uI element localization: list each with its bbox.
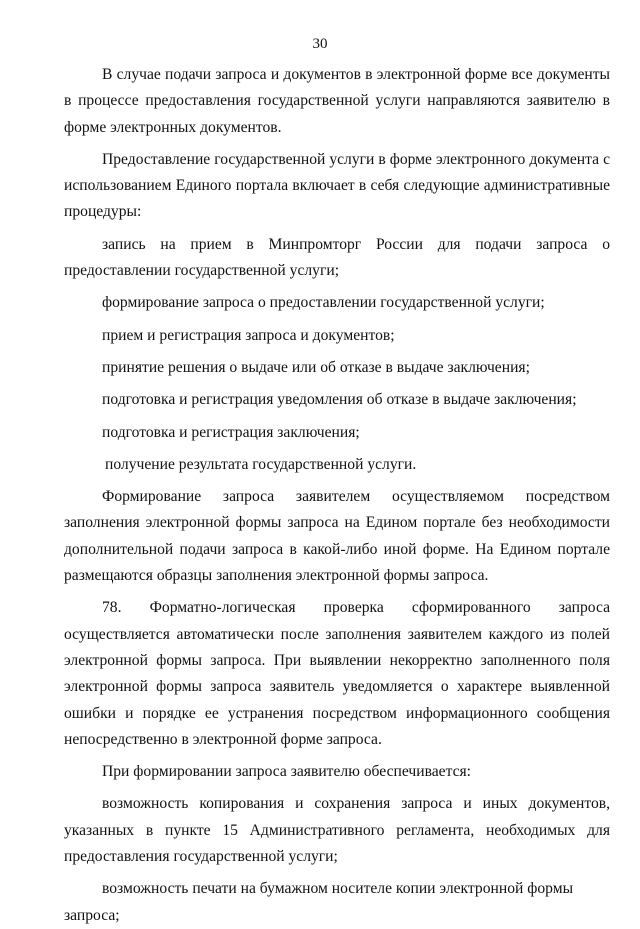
feature-item-print: возможность печати на бумажном носителе копии электронной формы запроса;: [64, 880, 574, 924]
page-number: 30: [312, 36, 328, 52]
procedure-item-appointment: запись на прием в Минпромторг России для подачи запроса о предоставлении государственной услуги;: [64, 235, 610, 280]
procedure-item-refusal-notice: подготовка и регистрация уведомления об отказе в выдаче заключения;: [102, 391, 577, 409]
paragraph-request-forming: Формирование запроса заявителем осуществляемом посредством заполнения электронной формы запроса на Едином портале без необходимости дополнительной подачи запроса в какой-либо иной форме. На Едином портале размещаются образцы заполнения электронной формы запроса.: [64, 488, 610, 585]
paragraph-procedures-intro: Предоставление государственной услуги в форме электронного документа с использованием Единого портала включает в себя следующие административные процедуры:: [64, 150, 610, 221]
paragraph-78-format-check: 78. Форматно-логическая проверка сформированного запроса осуществляется автоматически после заполнения заявителем каждого из полей электронной формы запроса. При выявлении некорректно заполненного поля электронной формы запроса заявитель уведомляется о характере выявленной ошибки и порядке ее устранения посредством информационного сообщения непосредственно в электронной форме запроса.: [64, 599, 610, 748]
feature-item-copy-save: возможность копирования и сохранения запроса и иных документов, указанных в пункте 15 Административного регламента, необходимых для предоставления государственной услуги;: [64, 795, 610, 866]
paragraph-provided-features: При формировании запроса заявителю обеспечивается:: [102, 763, 471, 781]
procedure-item-result: получение результата государственной услуги.: [105, 455, 417, 473]
procedure-item-conclusion: подготовка и регистрация заключения;: [102, 423, 360, 441]
procedure-item-decision: принятие решения о выдаче или об отказе в выдаче заключения;: [102, 358, 530, 376]
paragraph-electronic-documents: В случае подачи запроса и документов в электронной форме все документы в процессе предоставления государственной услуги направляются заявителю в форме электронных документов.: [64, 66, 610, 136]
procedure-item-request-forming: формирование запроса о предоставлении государственной услуги;: [102, 294, 545, 312]
procedure-item-reception: прием и регистрация запроса и документов;: [102, 326, 395, 344]
document-body: [64, 62, 610, 929]
